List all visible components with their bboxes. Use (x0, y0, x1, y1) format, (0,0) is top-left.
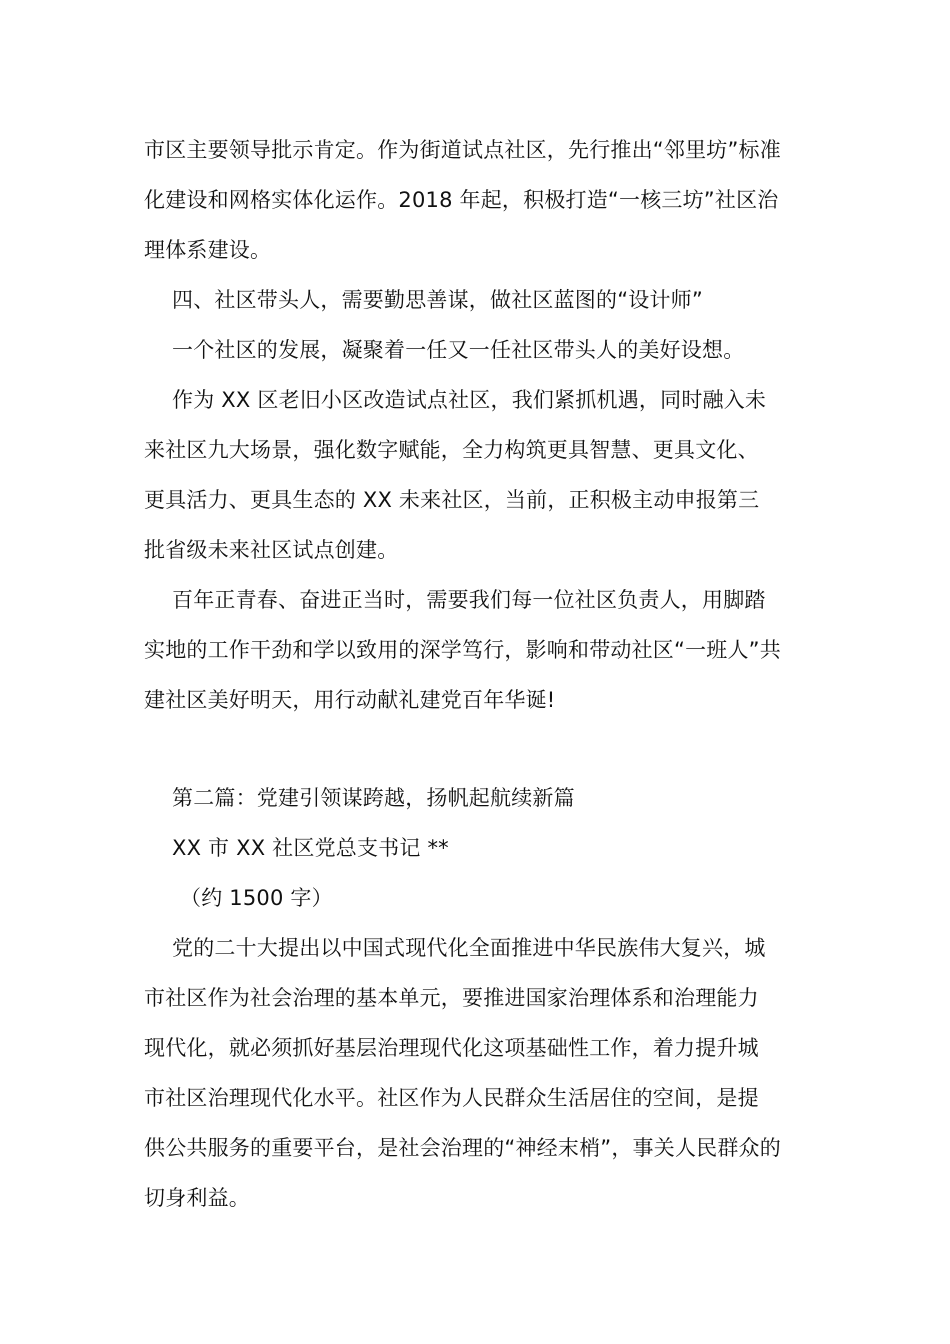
paragraph-line: 百年正青春、奋进正当时，需要我们每一位社区负责人，用脚踏 (172, 588, 766, 612)
paragraph-line: 化建设和网格实体化运作。2018 年起，积极打造“一核三坊”社区治 (144, 188, 779, 212)
paragraph-line: 来社区九大场景，强化数字赋能，全力构筑更具智慧、更具文化、 (144, 438, 759, 462)
paragraph-line: 更具活力、更具生态的 XX 未来社区，当前，正积极主动申报第三 (144, 488, 760, 512)
paragraph-line: 切身利益。 (144, 1186, 250, 1210)
paragraph-line: 实地的工作干劲和学以致用的深学笃行，影响和带动社区“一班人”共 (144, 638, 781, 662)
paragraph-line: 市区主要领导批示肯定。作为街道试点社区，先行推出“邻里坊”标准 (144, 138, 781, 162)
paragraph-line: 建社区美好明天，用行动献礼建党百年华诞! (144, 688, 556, 712)
paragraph-line: 供公共服务的重要平台，是社会治理的“神经末梢”，事关人民群众的 (144, 1136, 781, 1160)
paragraph-line: 现代化，就必须抓好基层治理现代化这项基础性工作，着力提升城 (144, 1036, 759, 1060)
word-count-note: （约 1500 字） (180, 886, 333, 910)
paragraph-line: 作为 XX 区老旧小区改造试点社区，我们紧抓机遇，同时融入未 (172, 388, 767, 412)
article-title: 第二篇：党建引领谋跨越，扬帆起航续新篇 (172, 786, 575, 810)
section-heading: 四、社区带头人，需要勤思善谋，做社区蓝图的“设计师” (172, 288, 703, 312)
paragraph-line: 一个社区的发展，凝聚着一任又一任社区带头人的美好设想。 (172, 338, 745, 362)
paragraph-line: 市社区治理现代化水平。社区作为人民群众生活居住的空间，是提 (144, 1086, 759, 1110)
paragraph-line: 党的二十大提出以中国式现代化全面推进中华民族伟大复兴，城 (172, 936, 766, 960)
paragraph-line: 理体系建设。 (144, 238, 272, 262)
author-line: XX 市 XX 社区党总支书记 ** (172, 836, 449, 860)
paragraph-line: 市社区作为社会治理的基本单元，要推进国家治理体系和治理能力 (144, 986, 759, 1010)
paragraph-line: 批省级未来社区试点创建。 (144, 538, 399, 562)
